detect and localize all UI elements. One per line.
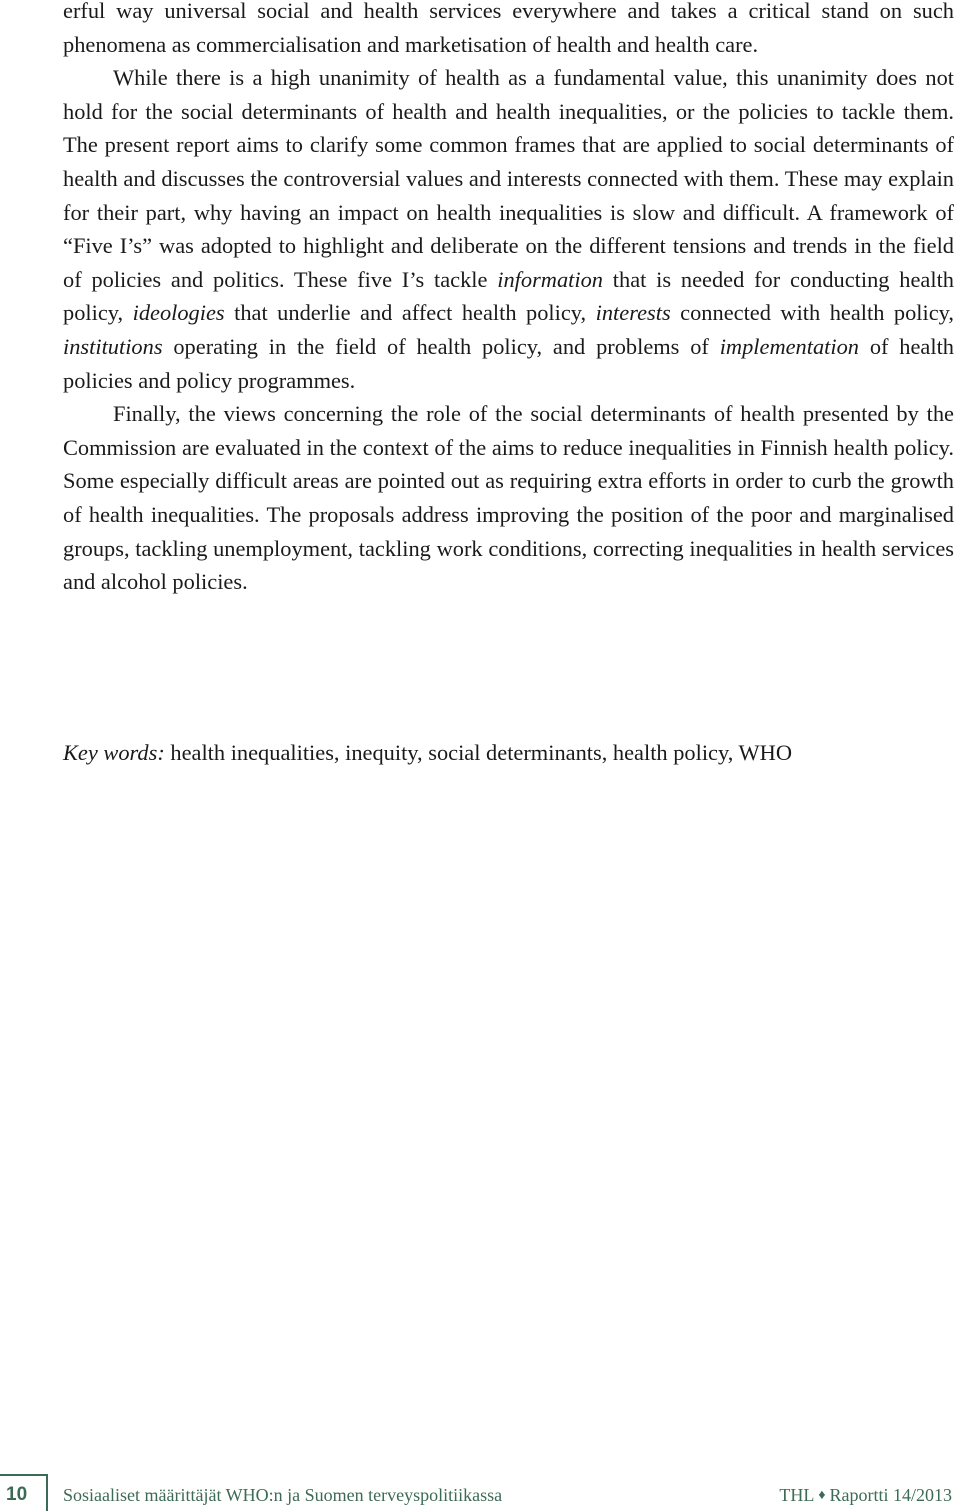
paragraph-1 <box>63 0 954 61</box>
paragraph-3-text: Finally, the views concerning the role of the social determinants of health presented by the Commission are evaluated in the context of the aims to reduce inequalities in Finnish health policy. Some especially difficult areas are pointed out as requiring extra efforts in order to curb the growth of health inequalities. The proposals address improving the position of the poor and marginalised groups, tackling unemployment, tackling work conditions, correcting inequalities in health services and alcohol policies. <box>63 401 954 595</box>
paragraph-2-text: While there is a high unanimity of health as a fundamental value, this unanimity does not hold for the social determinants of health and health inequalities, or the policies to tackle them. The present report aims to clarify some common frames that are applied to social determinants of health and discusses the controversial values and interests connected with them. These may explain for their part, why having an impact on health inequalities is slow and difficult. A framework of “Five I’s” was adopted to highlight and deliberate on the different tensions and trends in the field of policies and politics. These five I’s tackle <box>63 65 954 292</box>
keywords-line <box>63 736 954 770</box>
paragraph-2-text: operating in the field of health policy, and problems of <box>162 333 720 359</box>
paragraph-2-text: connected with health policy, <box>670 300 954 326</box>
keywords-text: health inequalities, inequity, social determinants, health policy, WHO <box>164 740 792 765</box>
diamond-icon: ♦ <box>818 1488 826 1503</box>
footer-rule <box>0 1474 46 1476</box>
footer-publisher: THL <box>779 1485 815 1505</box>
emphasis-interests: interests <box>595 300 671 326</box>
paragraph-2-text: that underlie and affect health policy, <box>224 300 596 326</box>
page-number: 10 <box>6 1484 28 1505</box>
footer-report-info <box>779 1485 952 1506</box>
emphasis-ideologies: ideologies <box>132 300 225 326</box>
main-text <box>63 0 954 599</box>
paragraph-2-text: of health policies and policy programmes. <box>63 333 954 393</box>
emphasis-implementation: implementation <box>719 333 859 359</box>
paragraph-2 <box>63 61 954 397</box>
footer-divider <box>46 1474 48 1511</box>
emphasis-institutions: institutions <box>63 333 163 359</box>
paragraph-3 <box>63 397 954 599</box>
emphasis-information: information <box>497 266 603 292</box>
footer-report-number: Raportti 14/2013 <box>829 1485 952 1505</box>
paragraph-1-text: erful way universal social and health services everywhere and takes a critical stand on such phenomena as commercialisation and marketisation of health and health care. <box>63 0 954 57</box>
keywords-label: Key words: <box>63 740 165 765</box>
paragraph-2-text: that is needed for conducting health policy, <box>63 266 954 326</box>
footer-publication-title: Sosiaaliset määrittäjät WHO:n ja Suomen terveyspolitiikassa <box>63 1485 503 1505</box>
